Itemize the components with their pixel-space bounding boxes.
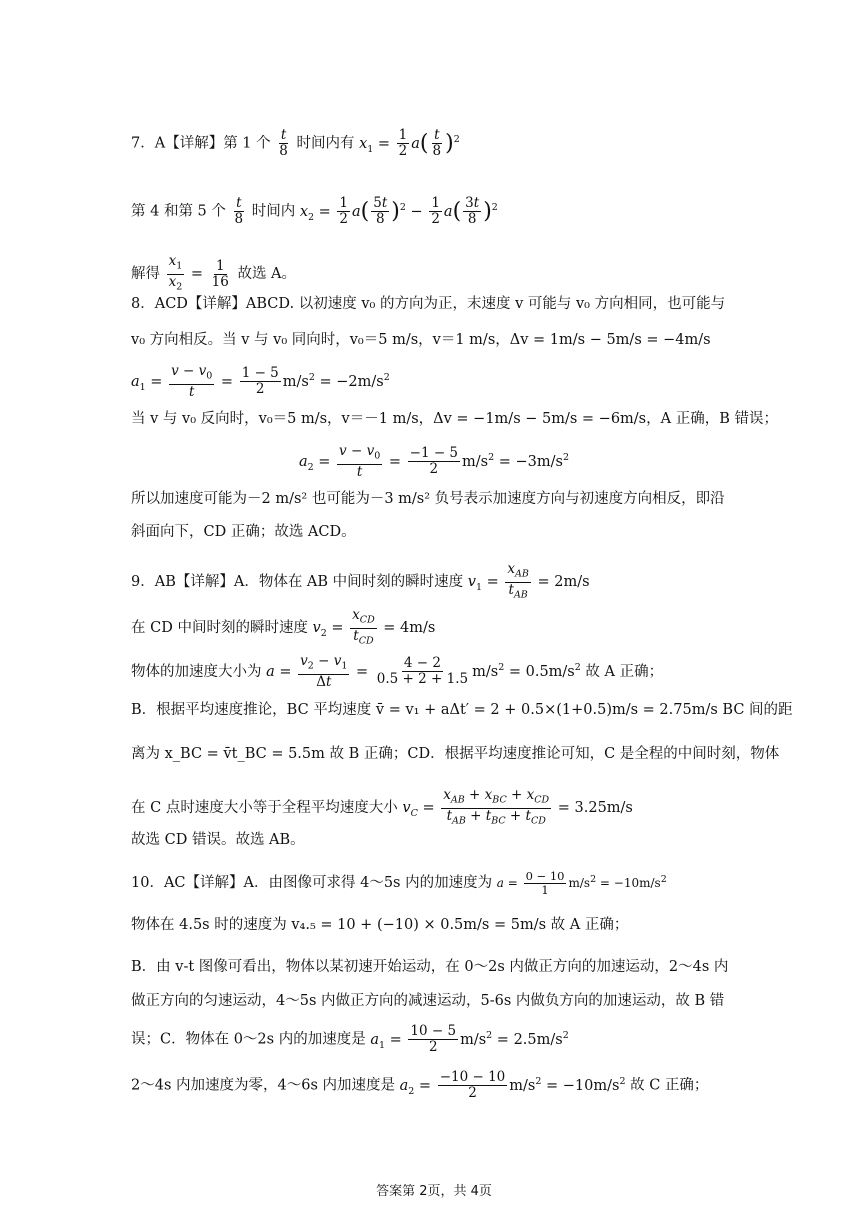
q10-line-2: 物体在 4.5s 时的速度为 v₄.₅ = 10 + (−10) × 0.5m/s = 5m/s 故 A 正确； <box>131 917 629 933</box>
q8-line-6: 所以加速度可能为－2 m/s² 也可能为－3 m/s² 负号表示加速度方向与初速度方向相反，即沿 <box>131 491 725 507</box>
formula: $v_1$ = $\frac{x_{AB}}{t_{AB}}$ = 2m/s <box>467 561 590 601</box>
q7-text-1b: 时间内有 <box>296 135 355 152</box>
q8-line-2: v₀ 方向相反。当 v 与 v₀ 同向时，v₀＝5 m/s，v＝1 m/s，Δv = 1m/s − 5m/s = −4m/s <box>131 332 711 348</box>
q8-line-4: 当 v 与 v₀ 反向时，v₀＝5 m/s，v＝－1 m/s，Δv = −1m/s − 5m/s = −6m/s，A 正确，B 错误； <box>131 411 778 427</box>
q9-line-4: B．根据平均速度推论，BC 平均速度 v̄ = v₁ + aΔt′ = 2 + 0.5×(1+0.5)m/s = 2.75m/s BC 间的距 <box>131 702 793 718</box>
q9-line-5: 离为 x_BC = v̄t_BC = 5.5m 故 B 正确；CD．根据平均速度推论可知，C 是全程的中间时刻，物体 <box>131 746 780 762</box>
q10-line-3: B．由 v-t 图像可看出，物体以某初速开始运动，在 0～2s 内做正方向的加速运动，2～4s 内 <box>131 959 729 975</box>
q9-line-3 <box>131 654 748 690</box>
formula: $x_1$ = $\frac{1}{2}$ a( $\frac{t}{8}$ )$^2$ <box>359 127 460 159</box>
q9-text-2: 在 CD 中间时刻的瞬时速度 <box>131 620 308 637</box>
q7-line-3 <box>131 254 748 294</box>
q10-text-1: 10．AC【详解】A．由图像可求得 4～5s 内的加速度为 <box>131 875 493 891</box>
q9-line-7: 故选 CD 错误。故选 AB。 <box>131 832 305 848</box>
q9-text-3a: 物体的加速度大小为 <box>131 663 262 680</box>
q8-line-7: 斜面向下，CD 正确；故选 ACD。 <box>131 524 356 540</box>
q7-line-2 <box>131 196 748 227</box>
formula: $v_C$ = $\frac{x_{AB} + x_{BC} + x_{CD}}{t_{AB} + t_{BC} + t_{CD}}$ = 3.25m/s <box>402 787 633 827</box>
q10-text-5: 误；C．物体在 0～2s 内的加速度是 <box>131 1031 366 1048</box>
q9-line-1 <box>131 562 748 602</box>
page-footer: 答案第 2页，共 4页 <box>376 1184 492 1199</box>
q10-text-6b: 故 C 正确； <box>630 1077 709 1094</box>
fraction: $\frac{t}{8}$ <box>279 127 288 159</box>
q7-text-3a: 解得 <box>131 266 160 283</box>
formula: $a_2$ = $\frac{-10 - 10}{2}$ $m/s^2 = -10m/s^2$ <box>399 1069 626 1101</box>
q8-line-1: 8．ACD【详解】ABCD. 以初速度 v₀ 的方向为正，末速度 v 可能与 v₀ 方向相同，也可能与 <box>131 296 726 312</box>
formula: $x_2$ = $\frac{1}{2}$ a( $\frac{5t}{8}$ )$^2$ − $\frac{1}{2}$ a( $\frac{3t}{8}$ )$^2$ <box>299 195 498 227</box>
q7-text-3b: 故选 A。 <box>237 266 297 283</box>
formula: $\frac{x_1}{x_2}$ = $\frac{1}{16}$ <box>168 253 229 293</box>
formula: $a_1$ = $\frac{10 - 5}{2}$ $m/s^2 = 2.5m/s^2$ <box>370 1023 569 1055</box>
q10-line-6 <box>131 1070 748 1101</box>
q9-text-1: 9．AB【详解】A．物体在 AB 中间时刻的瞬时速度 <box>131 574 464 591</box>
q7-text-1a: 7．A【详解】第 1 个 <box>131 135 271 152</box>
formula: $v_2$ = $\frac{x_{CD}}{t_{CD}}$ = 4m/s <box>312 607 436 647</box>
q7-text-2b: 时间内 <box>251 203 296 220</box>
q10-line-5 <box>131 1024 748 1055</box>
q8-line-3 <box>131 364 748 400</box>
q8-line-5 <box>0 444 868 480</box>
q10-line-1 <box>131 870 748 897</box>
q7-line-1 <box>131 128 748 159</box>
formula: a = $\frac{v_2 - v_1}{\Delta t}$ = $\frac{4 - 2}{0.5 + 2 + 1.5}$ $m/s^2 = 0.5m/s^2$ <box>266 653 581 690</box>
fraction: $\frac{t}{8}$ <box>234 195 244 227</box>
formula: a = $\frac{0 - 10}{1}$ $m/s^2 = -10m/s^2$ <box>496 869 667 897</box>
formula: $a_1$ = $\frac{v - v_0}{t}$ = $\frac{1 - 5}{2}$ $m/s^2 = -2m/s^2$ <box>131 363 390 400</box>
formula: $a_2$ = $\frac{v - v_0}{t}$ = $\frac{-1 - 5}{2}$ $m/s^2 = -3m/s^2$ <box>298 443 570 480</box>
q9-text-6: 在 C 点时速度大小等于全程平均速度大小 <box>131 800 398 817</box>
q9-line-2 <box>131 608 748 648</box>
q10-line-4: 做正方向的匀速运动，4～5s 内做正方向的减速运动，5-6s 内做负方向的加速运动，故 B 错 <box>131 993 725 1009</box>
q9-line-6 <box>131 788 748 828</box>
q9-text-3b: 故 A 正确； <box>585 663 664 680</box>
q7-text-2a: 第 4 和第 5 个 <box>131 203 226 220</box>
q10-text-6a: 2～4s 内加速度为零，4～6s 内加速度是 <box>131 1077 396 1094</box>
